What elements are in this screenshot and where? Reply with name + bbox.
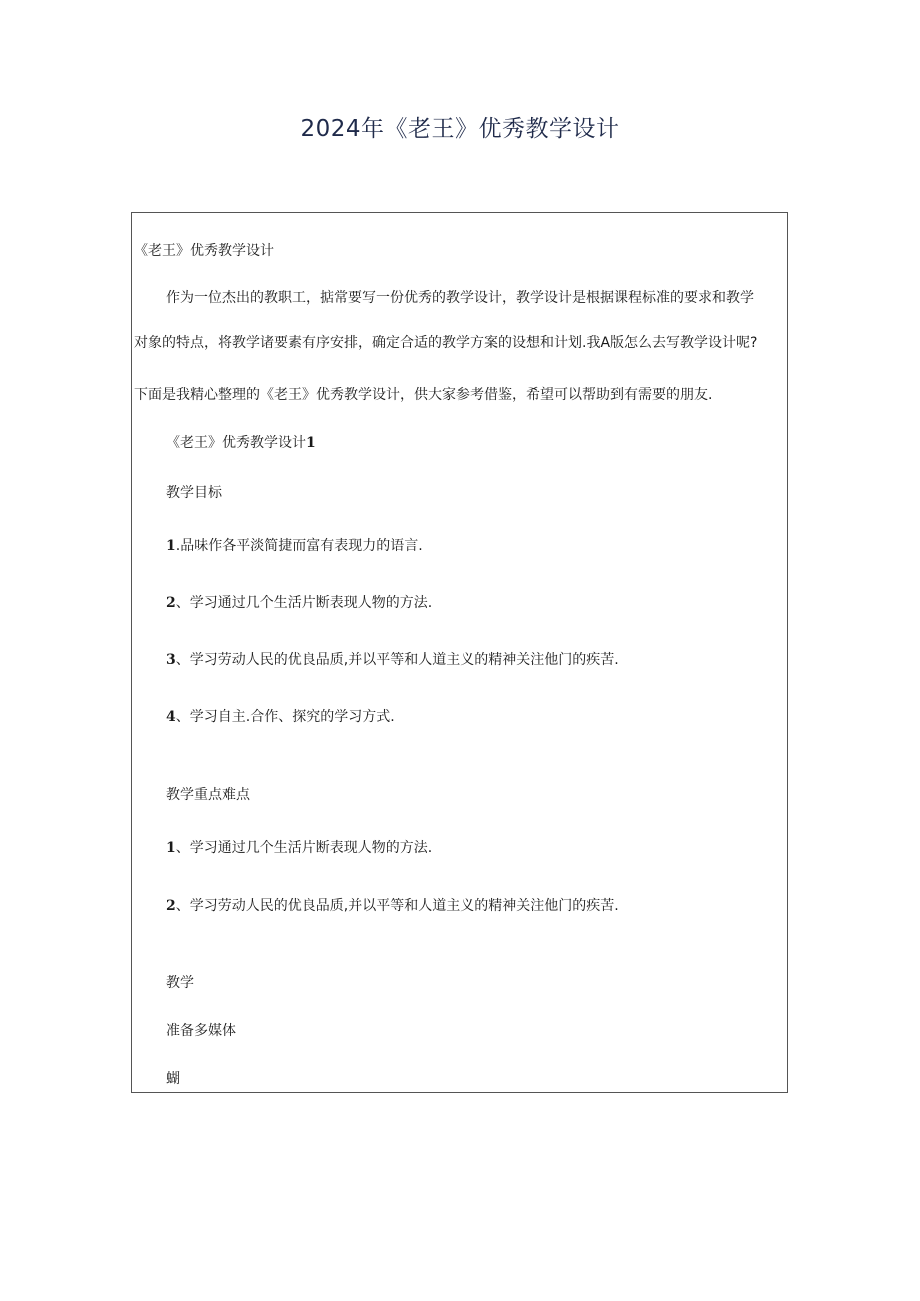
focus-item-2 — [166, 896, 619, 916]
focus-text: 、学习通过几个生活片断表现人物的方法. — [175, 840, 433, 856]
focus-number: 1 — [166, 840, 176, 856]
goal-item-2 — [166, 593, 432, 613]
focus-text: 、学习劳动人民的优良品质,并以平等和人道主义的精神关注他门的疾苦. — [175, 898, 619, 914]
focus-item-1 — [166, 838, 432, 858]
goal-item-4 — [166, 707, 395, 727]
goal-text: .品味作各平淡简捷而富有表现力的语言. — [175, 538, 423, 554]
intro-line-3: 下面是我精心整理的《老王》优秀教学设计，供大家参考借鉴，希望可以帮助到有需要的朋友. — [134, 387, 713, 403]
goals-heading: 教学目标 — [166, 485, 222, 501]
focus-number: 2 — [166, 898, 176, 914]
section-title-num: 1 — [306, 435, 316, 451]
section-title — [166, 433, 316, 453]
goal-text: 、学习通过几个生活片断表现人物的方法. — [175, 595, 433, 611]
goal-number: 4 — [166, 709, 176, 725]
goal-text: 、学习自主.合作、探究的学习方式. — [175, 709, 395, 725]
tail-line-1: 教学 — [166, 975, 194, 991]
tail-line-2: 准备多媒体 — [166, 1023, 236, 1039]
focus-heading: 教学重点难点 — [166, 787, 250, 803]
intro-line-1: 作为一位杰出的教职工，掂常要写一份优秀的教学设计，教学设计是根据课程标准的要求和教学 — [166, 290, 754, 306]
tail-line-3: 蝴 — [166, 1071, 180, 1087]
section-title-text: 《老王》优秀教学设计 — [166, 435, 306, 451]
page-title: 2024年《老王》优秀教学设计 — [300, 116, 620, 142]
box-title: 《老王》优秀教学设计 — [134, 243, 274, 259]
goal-number: 1 — [166, 538, 176, 554]
goal-number: 3 — [166, 652, 176, 668]
goal-item-3 — [166, 650, 619, 670]
intro-line-2: 对象的特点，将教学诸要素有序安排，确定合适的教学方案的设想和计划.我A版怎么去写教学设计呢? — [134, 335, 758, 351]
goal-number: 2 — [166, 595, 176, 611]
goal-item-1 — [166, 536, 423, 556]
content-box — [131, 212, 788, 1093]
goal-text: 、学习劳动人民的优良品质,并以平等和人道主义的精神关注他门的疾苦. — [175, 652, 619, 668]
